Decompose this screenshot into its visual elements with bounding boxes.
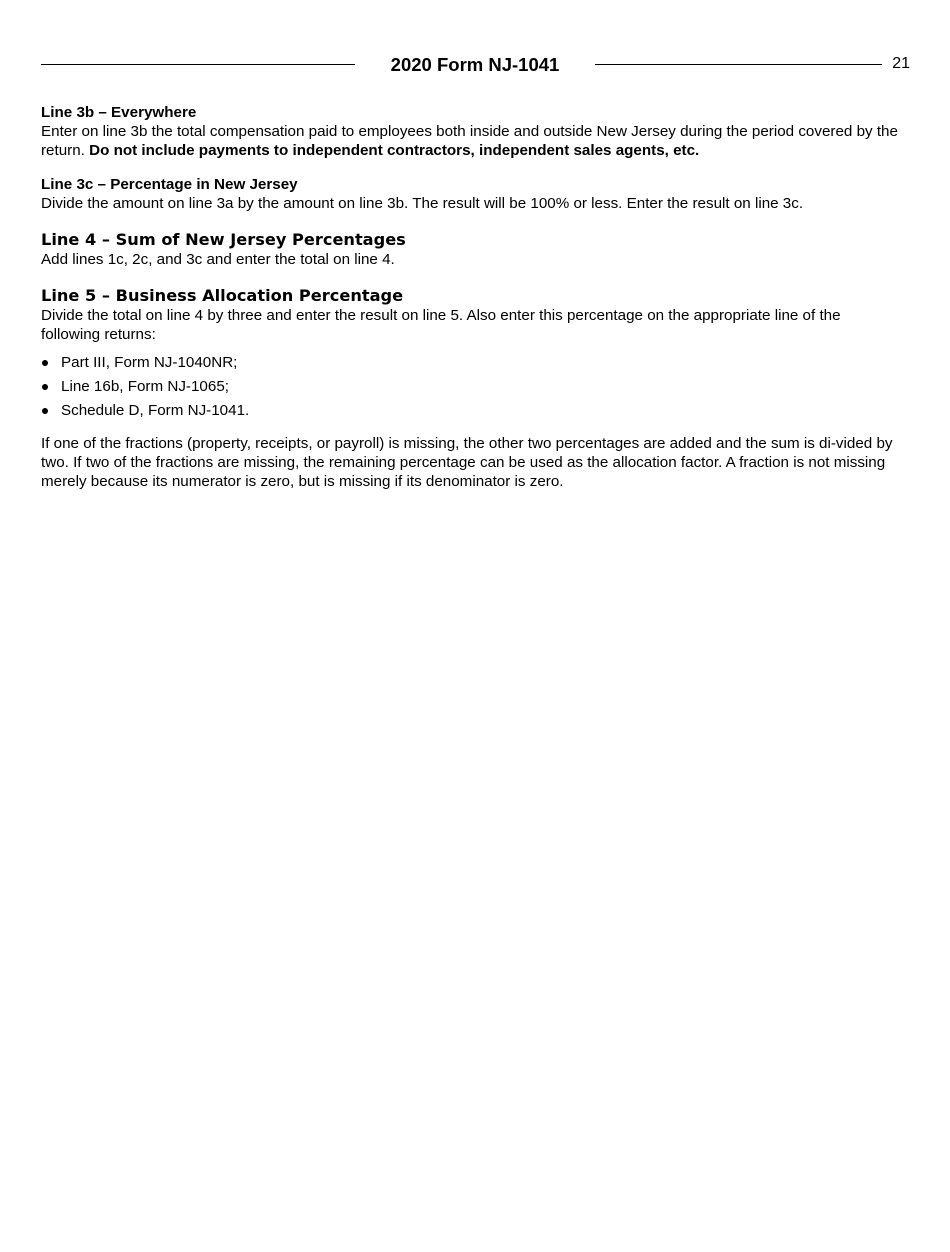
section-line-4 xyxy=(41,230,901,269)
page-header xyxy=(41,52,910,78)
returns-list xyxy=(41,353,901,420)
form-title: 2020 Form NJ-1041 xyxy=(390,54,560,75)
header-rule-right xyxy=(595,64,882,65)
line-4-heading: Line 4 – Sum of New Jersey Percentages xyxy=(41,230,406,249)
list-item-text: Line 16b, Form NJ-1065; xyxy=(61,378,229,395)
list-item-text: Part III, Form NJ-1040NR; xyxy=(61,354,238,371)
list-item xyxy=(41,377,901,396)
section-line-3b xyxy=(41,103,901,160)
bullet-icon xyxy=(42,384,48,390)
line-3b-bold-note: Do not include payments to independent contractors, independent sales agents, etc. xyxy=(89,142,700,159)
section-line-5 xyxy=(41,286,901,491)
line-5-heading: Line 5 – Business Allocation Percentage xyxy=(41,286,404,305)
section-line-3c xyxy=(41,175,901,213)
line-3c-text: Divide the amount on line 3a by the amount on line 3b. The result will be 100% or less. Enter the result on line 3c. xyxy=(41,195,804,212)
page-number: 21 xyxy=(892,55,910,72)
bullet-icon xyxy=(42,360,48,366)
list-item xyxy=(41,353,901,372)
list-item-text: Schedule D, Form NJ-1041. xyxy=(61,402,250,419)
line-3b-heading: Line 3b – Everywhere xyxy=(41,104,197,121)
line-3b-text xyxy=(41,122,901,160)
instructions-content xyxy=(41,103,901,491)
line-4-text: Add lines 1c, 2c, and 3c and enter the total on line 4. xyxy=(41,251,395,268)
missing-fraction-note: If one of the fractions (property, receipts, or payroll) is missing, the other two percentages are added and the sum is di-vided by two. If two of the fractions are missing, the remaining percentage can be used as the allocation factor. A fraction is not missing merely because its numerator is zero, but is missing if its denominator is zero. xyxy=(41,435,893,490)
line-5-text: Divide the total on line 4 by three and enter the result on line 5. Also enter this percentage on the appropriate line of the following returns: xyxy=(41,307,841,343)
bullet-icon xyxy=(42,408,48,414)
header-rule-left xyxy=(41,64,355,65)
line-3c-heading: Line 3c – Percentage in New Jersey xyxy=(41,176,298,193)
line-3b-body: Enter on line 3b the total compensation paid to employees both inside and outside New Jersey during the period covered by the return. xyxy=(41,123,898,159)
list-item xyxy=(41,401,901,420)
